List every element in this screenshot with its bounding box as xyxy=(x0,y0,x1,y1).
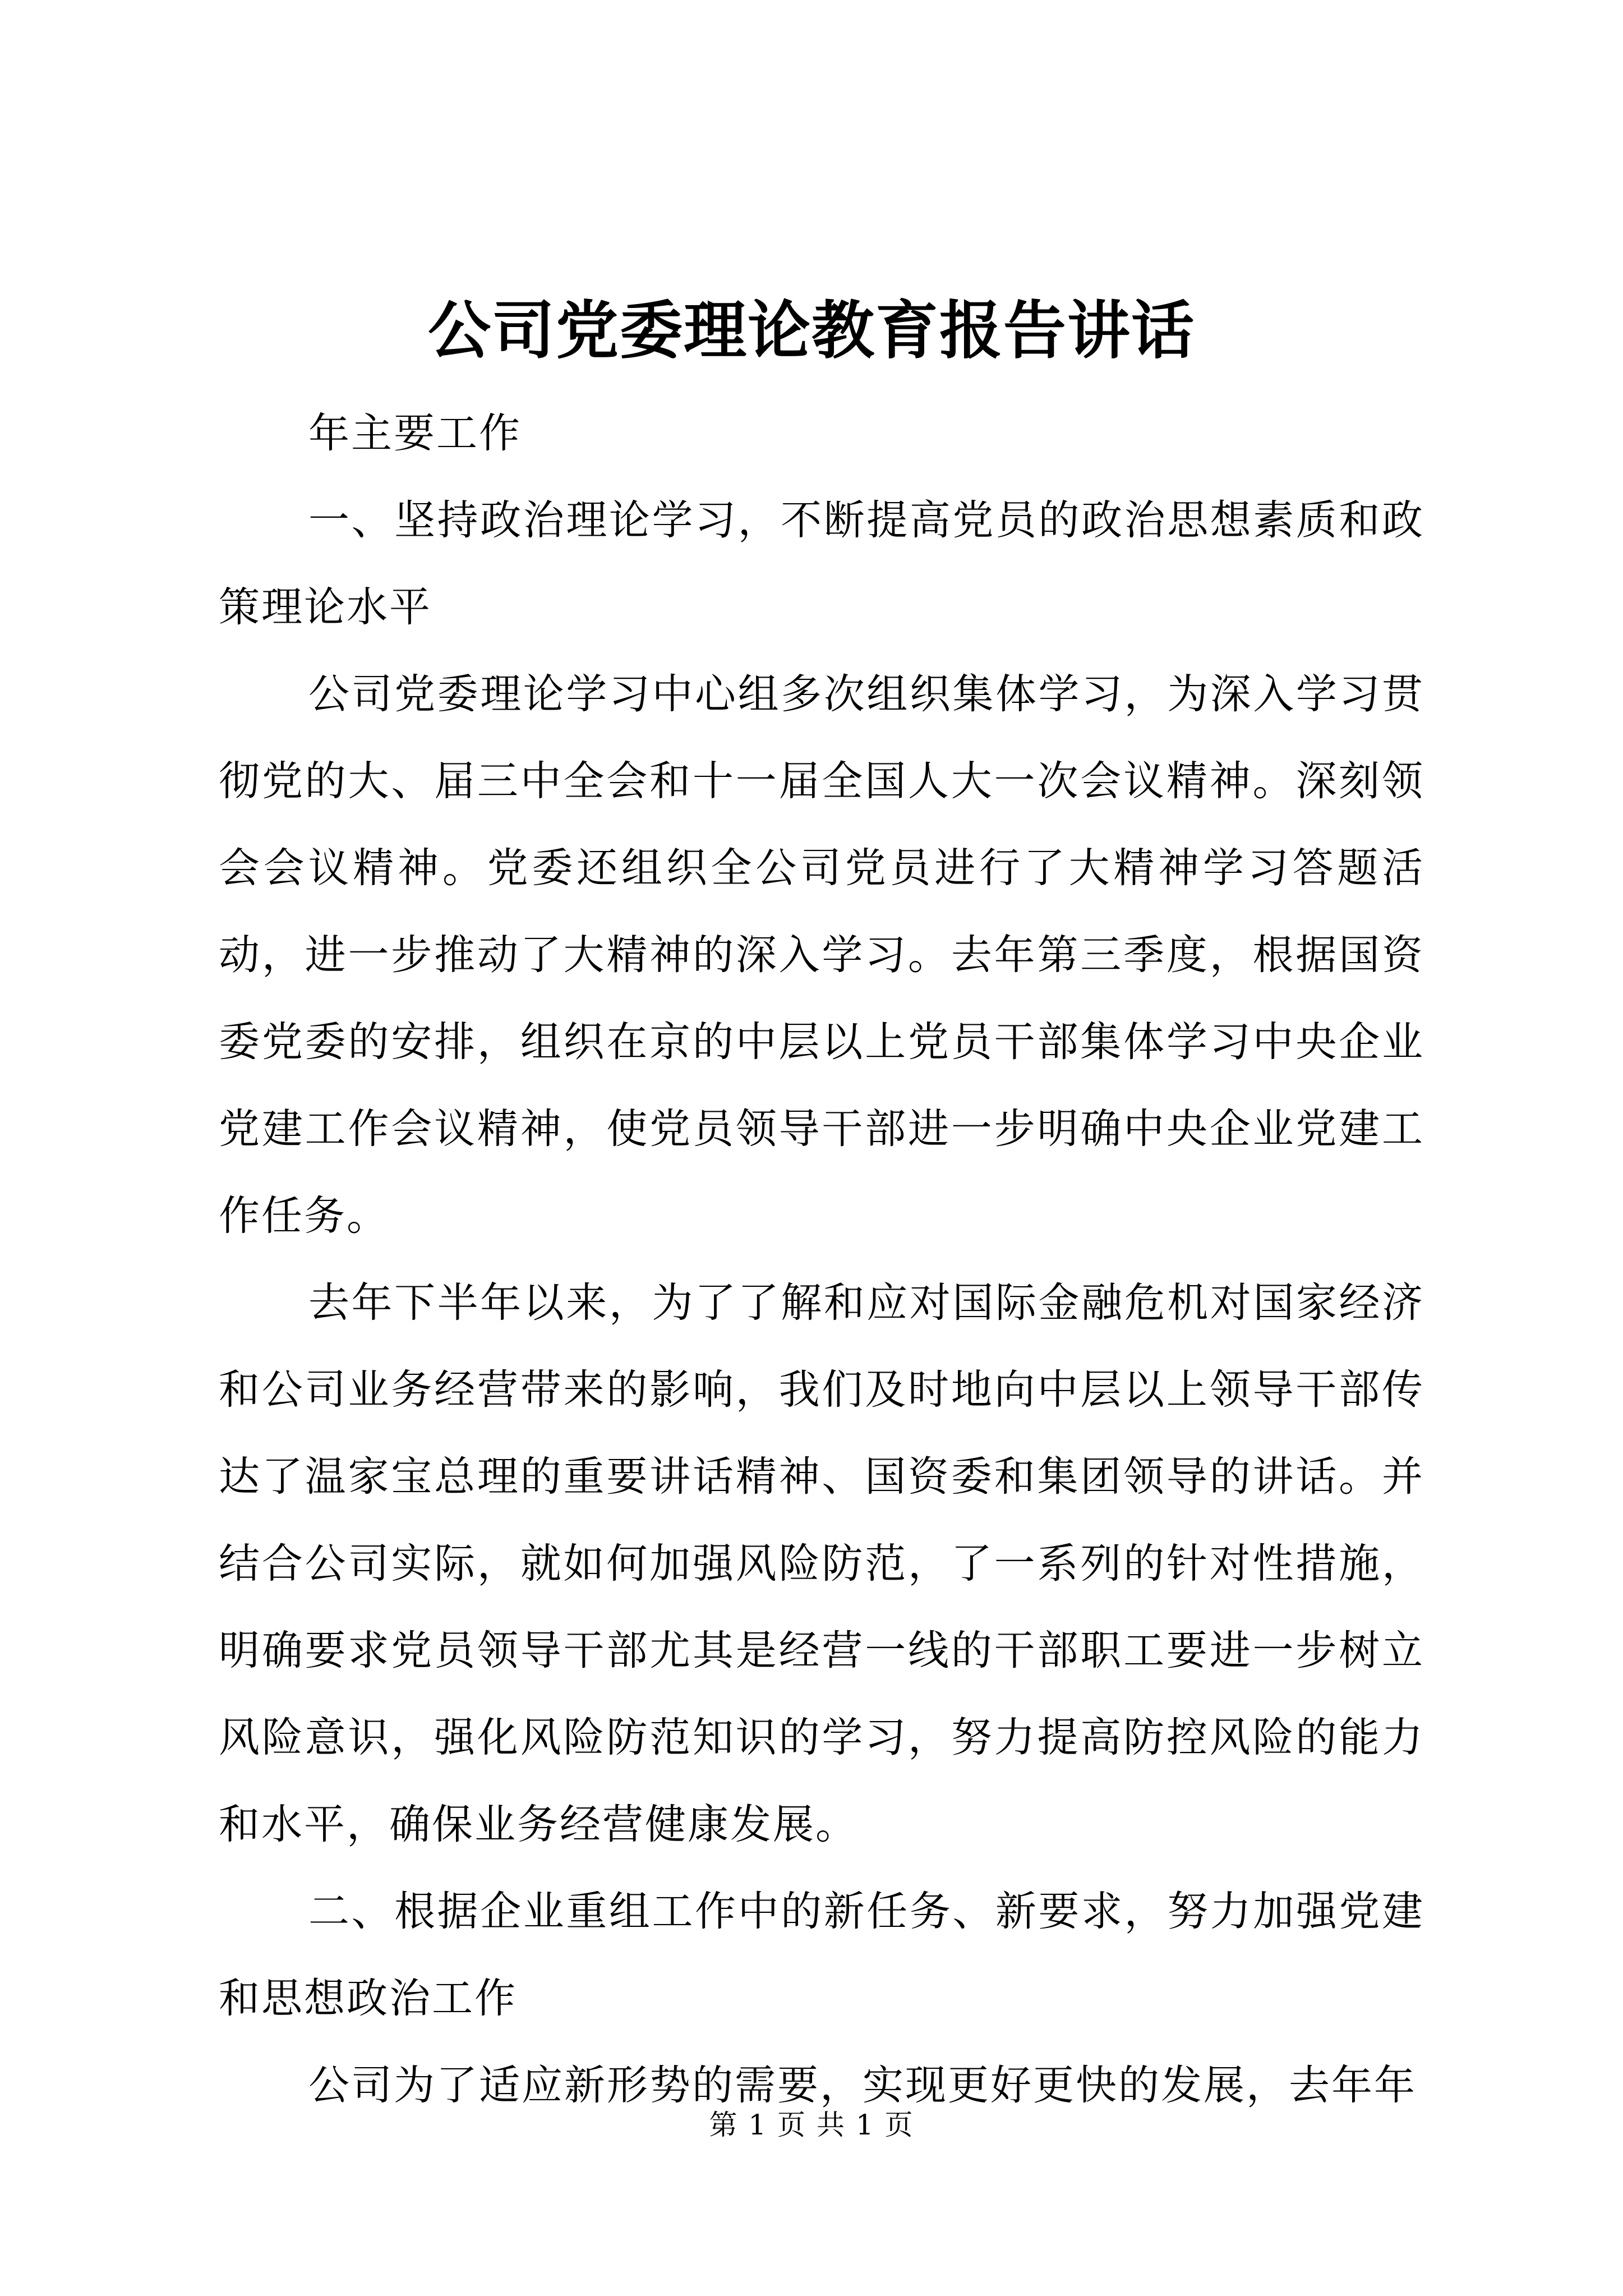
page-footer: 第 1 页 共 1 页 xyxy=(709,2109,914,2141)
document-title: 公司党委理论教育报告讲话 xyxy=(428,294,1195,367)
paragraph-reorganization: 公司为了适应新形势的需要，实现更好更快的发展，去年年 xyxy=(308,2062,1417,2109)
section-heading-1: 一、坚持政治理论学习，不断提高党员的政治思想素质和政策理论水平 xyxy=(219,496,1424,631)
document-body xyxy=(219,390,1424,2129)
section-heading-2: 二、根据企业重组工作中的新任务、新要求，努力加强党建和思想政治工作 xyxy=(219,1888,1424,2022)
paragraph-theory-study: 公司党委理论学习中心组多次组织集体学习，为深入学习贯彻党的大、届三中全会和十一届全国人大一次会议精神。深刻领会会议精神。党委还组织全公司党员进行了大精神学习答题活动，进一步推动了大精神的深入学习。去年第三季度，根据国资委党委的安排，组织在京的中层以上党员干部集体学习中央企业党建工作会议精神，使党员领导干部进一步明确中央企业党建工作任务。 xyxy=(219,670,1424,1240)
paragraph-year-work: 年主要工作 xyxy=(308,409,522,457)
paragraph-financial-crisis: 去年下半年以来，为了了解和应对国际金融危机对国家经济和公司业务经营带来的影响，我们及时地向中层以上领导干部传达了温家宝总理的重要讲话精神、国资委和集团领导的讲话。并结合公司实际，就如何加强风险防范，了一系列的针对性措施，明确要求党员领导干部尤其是经营一线的干部职工要进一步树立风险意识，强化风险防范知识的学习，努力提高防控风险的能力和水平，确保业务经营健康发展。 xyxy=(219,1279,1424,1848)
